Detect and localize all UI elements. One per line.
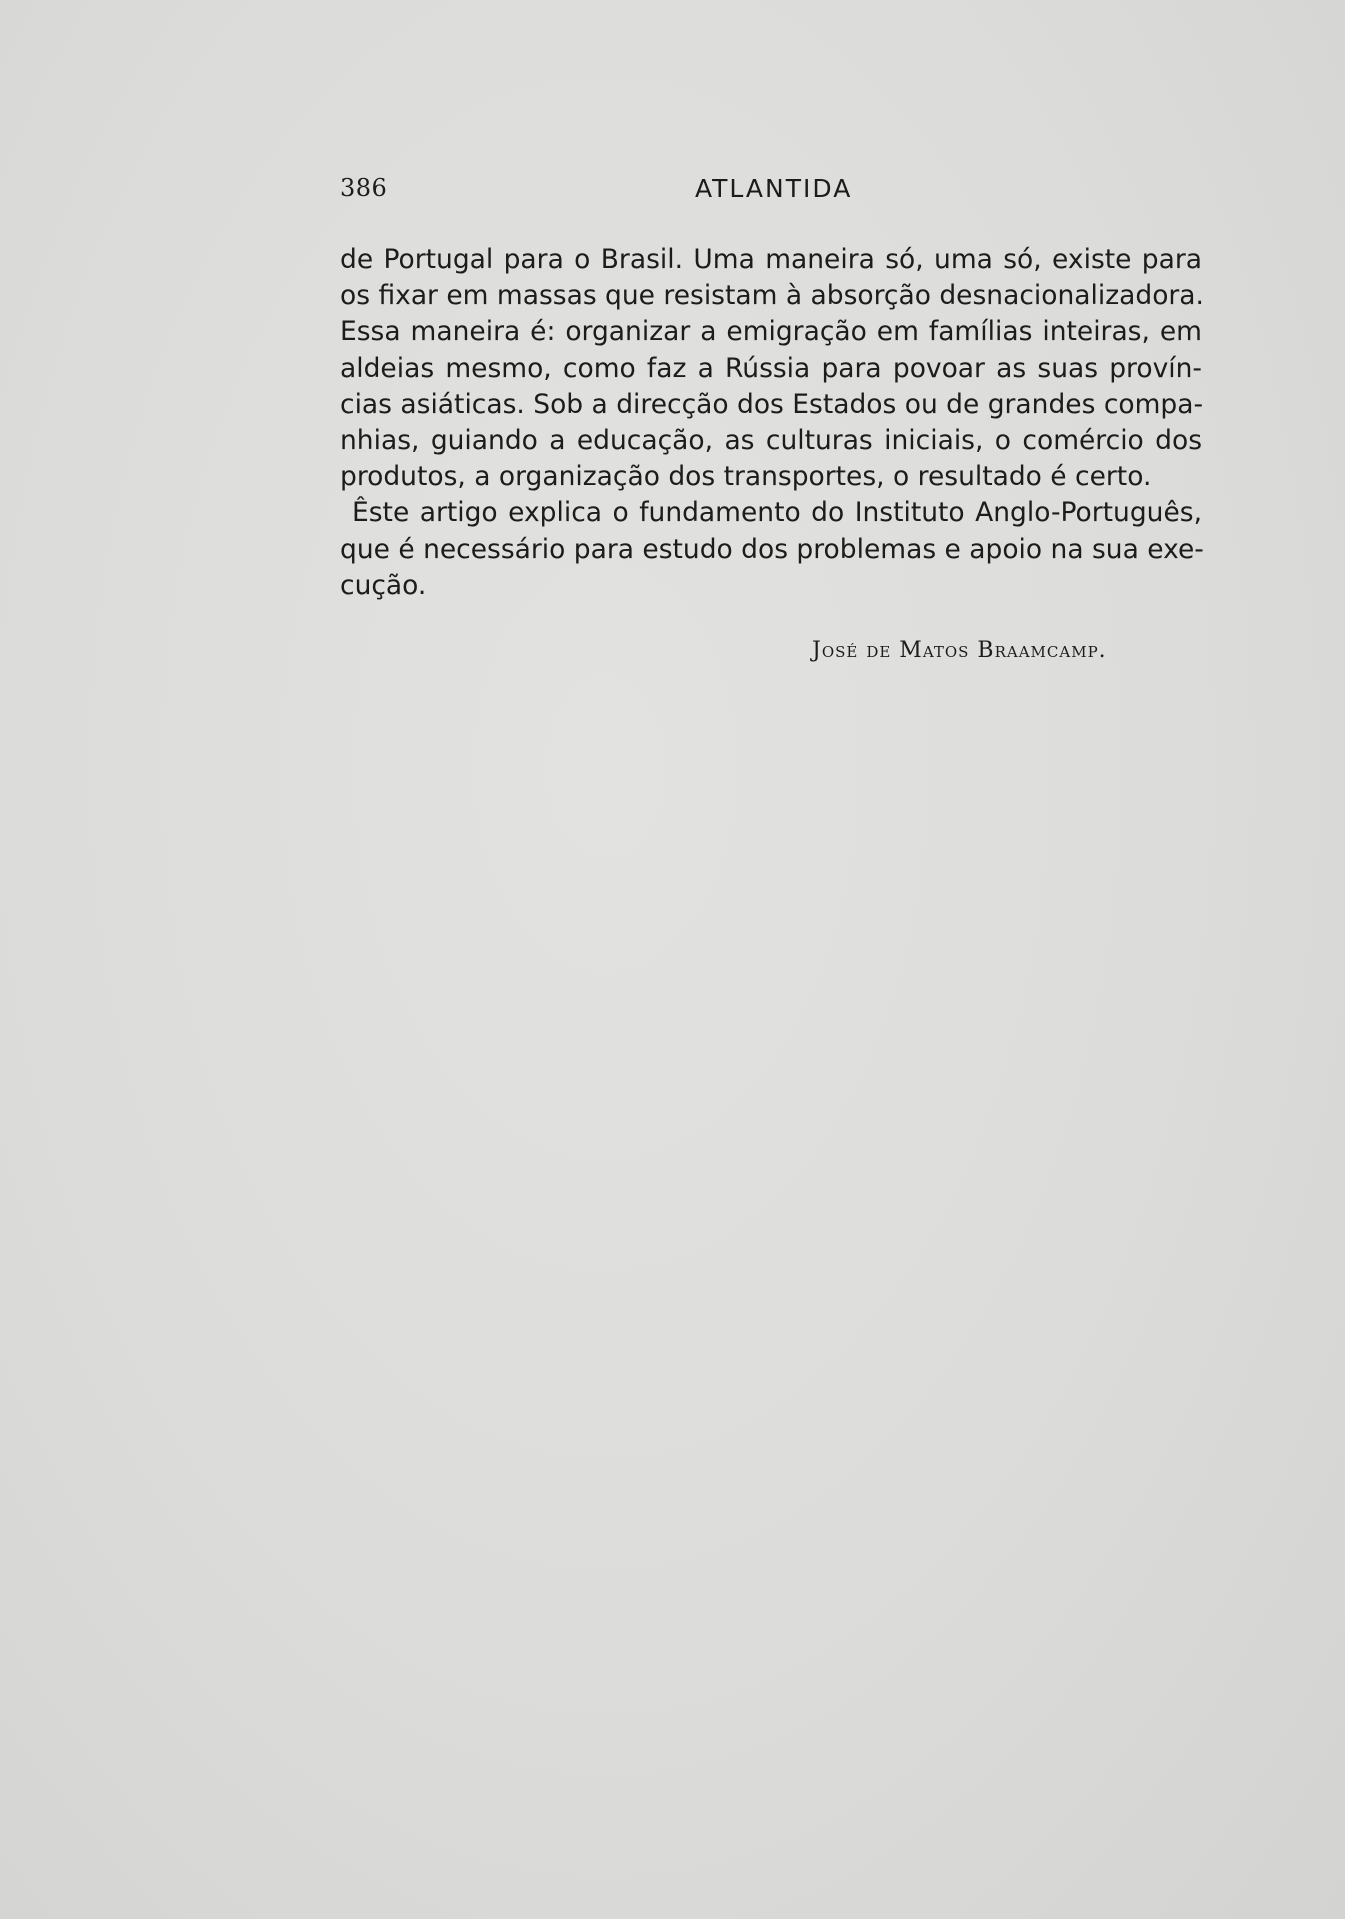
page-number: 386 — [340, 174, 388, 202]
text-line: de Portugal para o Brasil. Uma maneira só, uma só, existe para — [340, 244, 1202, 275]
text-line: Êste artigo explica o fundamento do Instituto Anglo-Português, — [352, 497, 1202, 529]
text-line: produtos, a organização dos transportes, o resultado é certo. — [340, 461, 1152, 493]
page-header — [340, 174, 1210, 214]
text-line: que é necessário para estudo dos problemas e apoio na sua exe- — [340, 533, 1204, 565]
text-line: os fixar em massas que resistam à absorção desnacionalizadora. — [340, 280, 1204, 312]
author-signature: José de Matos Braamcamp. — [812, 638, 1107, 663]
text-line: cução. — [340, 569, 427, 601]
text-line: aldeias mesmo, como faz a Rússia para povoar as suas provín- — [340, 352, 1202, 384]
text-line: Essa maneira é: organizar a emigração em famílias inteiras, em — [340, 316, 1202, 348]
running-title: ATLANTIDA — [695, 174, 853, 203]
body-text — [340, 242, 1202, 604]
text-line: nhias, guiando a educação, as culturas iniciais, o comércio dos — [340, 424, 1202, 456]
text-line: cias asiáticas. Sob a direcção dos Estados ou de grandes compa- — [340, 388, 1204, 420]
